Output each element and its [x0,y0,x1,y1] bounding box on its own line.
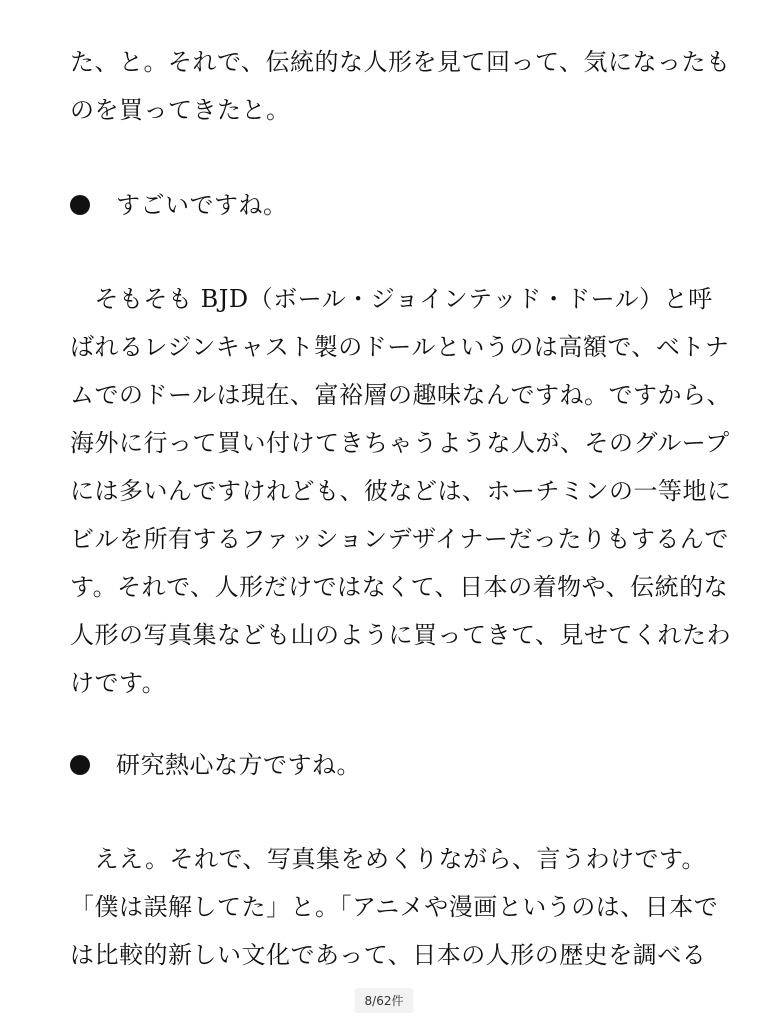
bullet-icon [70,195,90,215]
text-line: ムでのドールは現在、富裕層の趣味なんですね。ですから、 [70,381,732,409]
question-1 [70,181,698,229]
text-line: 海外に行って買い付けてきちゃうような人が、そのグループ [70,429,730,457]
text-line: には多いんですけれども、彼などは、ホーチミンの一等地に [70,477,732,505]
text-line: ビルを所有するファッションデザイナーだったりもするんで [70,525,729,553]
text-line: そもそも BJD（ボール・ジョインテッド・ドール）と呼 [70,285,713,313]
text-line: ええ。それで、写真集をめくりながら、言うわけです。 [70,845,707,873]
paragraph-1 [70,38,731,134]
text-line: は比較的新しい文化であって、日本の人形の歴史を調べる [70,941,707,969]
text-line: のを買ってきたと。 [70,96,291,124]
paragraph-3 [70,835,719,979]
question-text: 研究熱心な方ですね。 [116,751,361,779]
text-line: けです。 [70,669,167,697]
question-2 [70,741,698,789]
page-indicator: 8/62件 [355,988,414,1013]
text-line: 人形の写真集なども山のように買ってきて、見せてくれたわ [70,621,732,649]
paragraph-2 [70,275,732,707]
text-line: ばれるレジンキャスト製のドールというのは高額で、ベトナ [70,333,730,361]
bullet-icon [70,755,90,775]
text-line: 「僕は誤解してた」と。「アニメや漫画というのは、日本で [70,893,719,921]
text-line: た、と。それで、伝統的な人形を見て回って、気になったも [70,48,731,76]
text-line: す。それで、人形だけではなくて、日本の着物や、伝統的な [70,573,729,601]
question-text: すごいですね。 [116,191,288,219]
